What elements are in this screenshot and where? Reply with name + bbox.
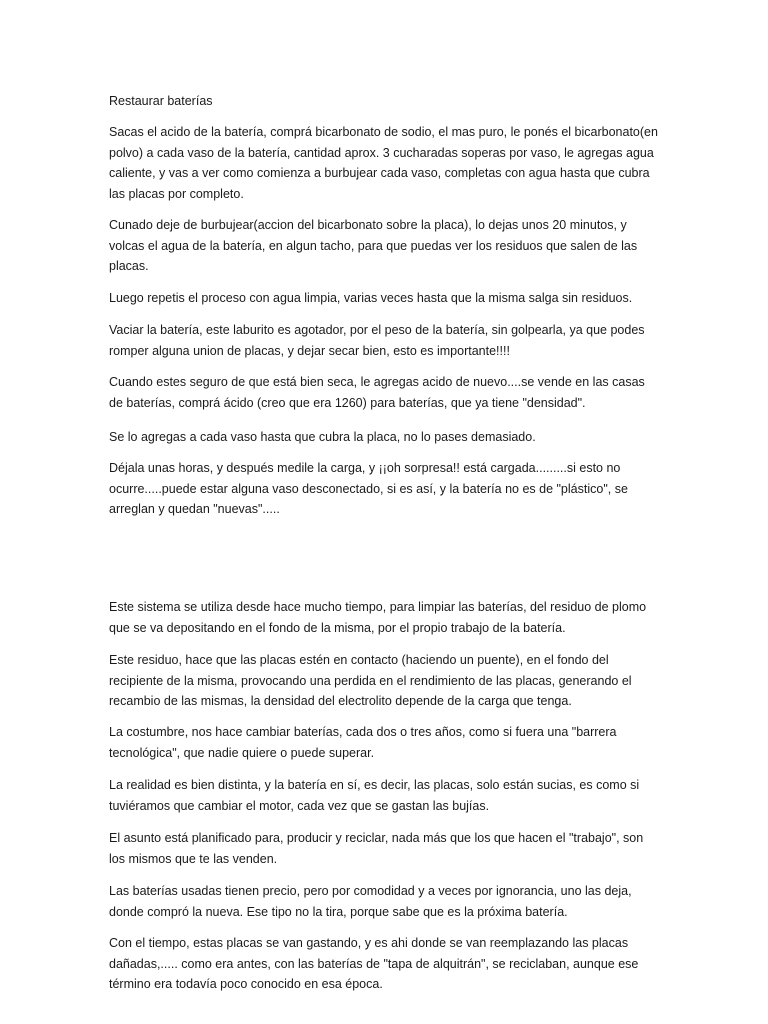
paragraph-13: Las baterías usadas tienen precio, pero por comodidad y a veces por ignorancia, uno las deja, donde compró la nueva. Ese tipo no la tira, porque sabe que es la próxima batería.: [109, 884, 632, 919]
document-title: Restaurar baterías: [109, 94, 213, 108]
paragraph-4: Vaciar la batería, este laburito es agotador, por el peso de la batería, sin golpearla, ya que podes romper alguna union de placas, y dejar secar bien, esto es importante!!!!: [109, 323, 645, 358]
paragraph-9: Este residuo, hace que las placas estén en contacto (haciendo un puente), en el fondo del recipiente de la misma, provocando una perdida en el rendimiento de las placas, generando el recambio de las mismas, la densidad del electrolito depende de la carga que tenga.: [109, 653, 632, 708]
paragraph-3: Luego repetis el proceso con agua limpia, varias veces hasta que la misma salga sin residuos.: [109, 291, 633, 305]
paragraph-14: Con el tiempo, estas placas se van gastando, y es ahi donde se van reemplazando las placas dañadas,..... como era antes, con las baterías de "tapa de alquitrán", se reciclaban, aunque ese término era todavía poco conocido en esa época.: [109, 936, 639, 991]
paragraph-2: Cunado deje de burbujear(accion del bicarbonato sobre la placa), lo dejas unos 20 minutos, y volcas el agua de la batería, en algun tacho, para que puedas ver los residuos que salen de las placas.: [109, 218, 638, 273]
paragraph-10: La costumbre, nos hace cambiar baterías, cada dos o tres años, como si fuera una "barrera tecnológica", que nadie quiere o puede superar.: [109, 725, 617, 760]
paragraph-11: La realidad es bien distinta, y la batería en sí, es decir, las placas, solo están sucias, es como si tuviéramos que cambiar el motor, cada vez que se gastan las bujías.: [109, 778, 640, 813]
paragraph-6: Se lo agregas a cada vaso hasta que cubra la placa, no lo pases demasiado.: [109, 430, 536, 444]
paragraph-12: El asunto está planificado para, producir y reciclar, nada más que los que hacen el "trabajo", son los mismos que te las venden.: [109, 831, 644, 866]
paragraph-8: Este sistema se utiliza desde hace mucho tiempo, para limpiar las baterías, del residuo de plomo que se va depositando en el fondo de la misma, por el propio trabajo de la batería.: [109, 600, 647, 635]
paragraph-5: Cuando estes seguro de que está bien seca, le agregas acido de nuevo....se vende en las casas de baterías, comprá ácido (creo que era 1260) para baterías, que ya tiene "densidad".: [109, 375, 645, 410]
paragraph-7: Déjala unas horas, y después medile la carga, y ¡¡oh sorpresa!! está cargada.........si esto no ocurre.....puede estar alguna vaso desconectado, si es así, y la batería no es de "plástico", se arreglan y quedan "nuevas".....: [109, 461, 628, 516]
paragraph-1: Sacas el acido de la batería, comprá bicarbonato de sodio, el mas puro, le ponés el bicarbonato(en polvo) a cada vaso de la batería, cantidad aprox. 3 cucharadas soperas por vaso, le agregas agua caliente, y vas a ver como comienza a burbujear cada vaso, completas con agua hasta que cubra las placas por completo.: [109, 125, 658, 201]
